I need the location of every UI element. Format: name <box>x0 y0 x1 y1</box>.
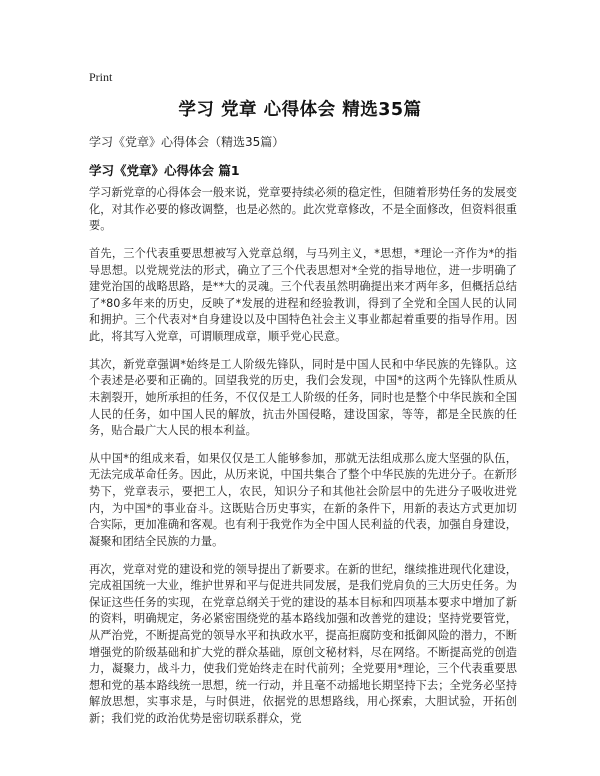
paragraph: 从中国*的组成来看，如果仅仅是工人能够参加，那就无法组成那么庞大坚强的队伍，无法完成革命任务。因此，从历来说，中国共集合了整个中华民族的先进分子。在新形势下，党章表示，要把工人，农民，知识分子和其他社会阶层中的先进分子吸收进党内，为中国*的事业奋斗。这既贴合历史事实，在新的条件下，用新的表达方式更加切合实际，更加准确和客观。也有利于我党作为全中国人民利益的代表，加强自身建设，凝聚和团结全民族的力量。 <box>89 451 517 548</box>
paragraph: 首先，三个代表重要思想被写入党章总纲，与马列主义，*思想，*理论一齐作为*的指导思想。以党规党法的形式，确立了三个代表思想对*全党的指导地位，进一步明确了建党治国的战略思路，是**大的灵魂。三个代表虽然明确提出来才两年多，但概括总结了*80多年来的历史，反映了*发展的进程和经验教训，得到了全党和全国人民的认同和拥护。三个代表对*自身建设以及中国特色社会主义事业都起着重要的指导作用。因此，将其写入党章，可谓顺理成章，顺乎党心民意。 <box>89 246 517 343</box>
document-title: 学习 党章 心得体会 精选35篇 <box>178 100 422 120</box>
paragraph: 其次，新党章强调*始终是工人阶级先锋队，同时是中国人民和中华民族的先锋队。这个表述是必要和正确的。回望我党的历史，我们会发现，中国*的这两个先锋队性质从未割裂开，她所承担的任务，不仅仅是工人阶级的任务，同时也是整个中华民族和全国人民的任务，如中国人民的解放，抗击外国侵略，建设国家，等等，都是全民族的任务，贴合最广大人民的根本利益。 <box>89 357 517 438</box>
print-link[interactable]: Print <box>89 70 113 84</box>
article-body <box>89 185 517 739</box>
section-heading: 学习《党章》心得体会 篇1 <box>89 163 240 178</box>
paragraph: 再次，党章对党的建设和党的领导提出了新要求。在新的世纪，继续推进现代化建设，完成祖国统一大业，维护世界和平与促进共同发展，是我们党肩负的三大历史任务。为保证这些任务的实现，在党章总纲关于党的建设的基本目标和四项基本要求中增加了新的资料，明确规定，务必紧密围绕党的基本路线加强和改善党的建设；坚持党要管党，从严治党，不断提高党的领导水平和执政水平，提高拒腐防变和抵御风险的潜力，不断增强党的阶级基础和扩大党的群众基础，原创文秘材料，尽在网络。不断提高党的创造力，凝聚力，战斗力，使我们党始终走在时代前列；全党要用*理论，三个代表重要思想和党的基本路线统一思想，统一行动，并且毫不动摇地长期坚持下去；全党务必坚持解放思想，实事求是，与时俱进，依据党的思想路线，用心探索，大胆试验，开拓创新；我们党的政治优势是密切联系群众，党 <box>89 562 517 725</box>
paragraph: 学习新党章的心得体会一般来说，党章要持续必须的稳定性，但随着形势任务的发展变化，对其作必要的修改调整，也是必然的。此次党章修改，不是全面修改，但资料很重要。 <box>89 186 517 233</box>
document-subtitle: 学习《党章》心得体会（精选35篇） <box>89 135 285 149</box>
